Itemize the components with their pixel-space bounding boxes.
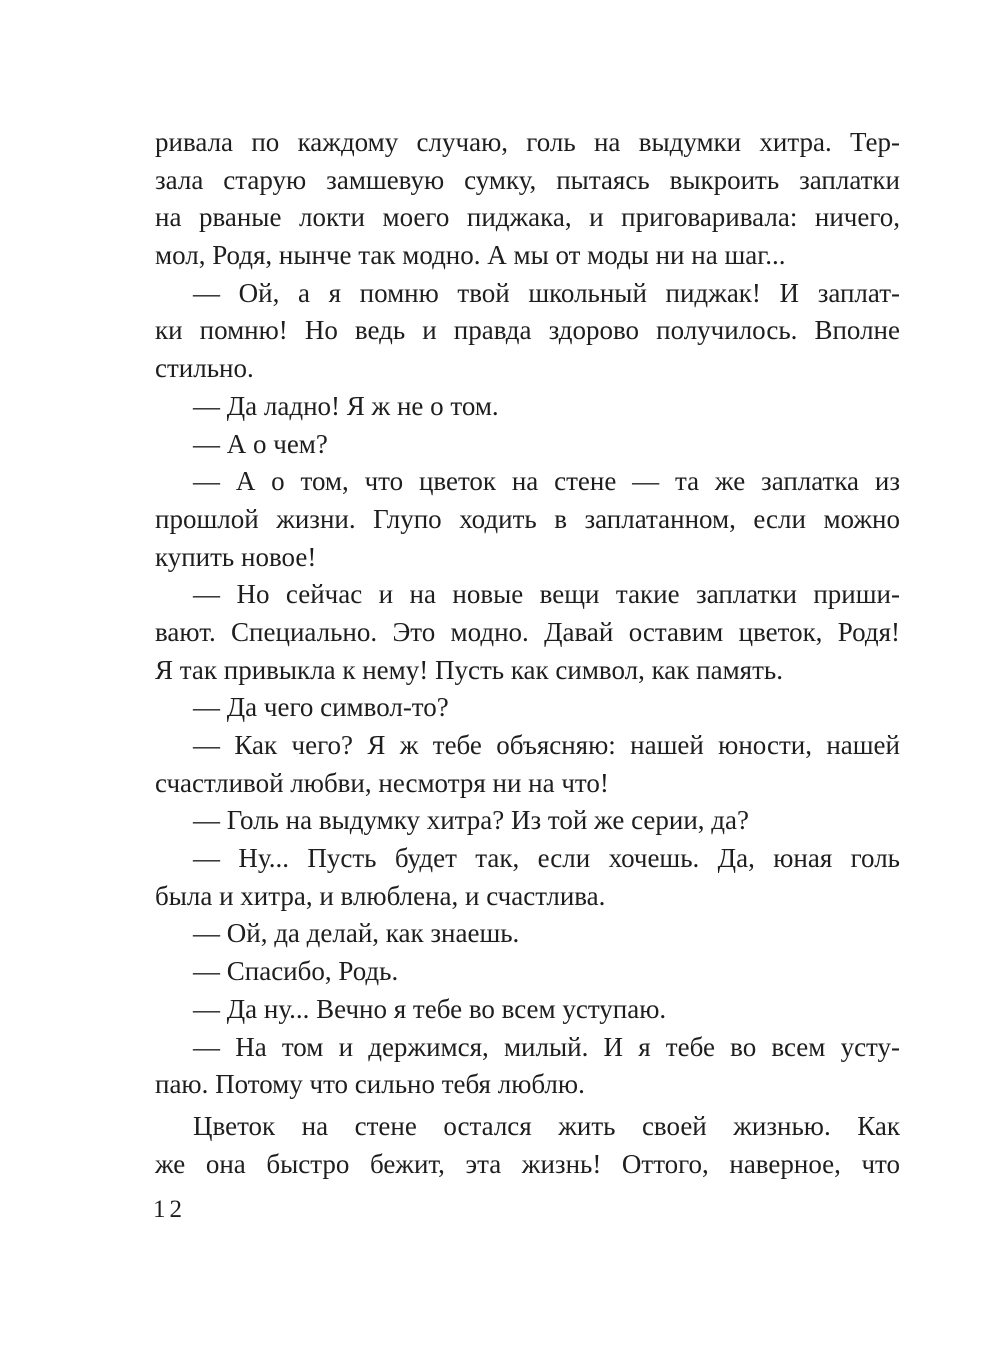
dialogue-line: — Ну... Пусть будет так, если хочешь. Да, юная голь	[193, 843, 900, 874]
dialogue-line: — Ой, да делай, как знаешь.	[193, 918, 520, 949]
text-line: мол, Родя, нынче так модно. А мы от моды ни на шаг...	[155, 240, 786, 271]
dialogue-line: — Как чего? Я ж тебе объясняю: нашей юности, нашей	[193, 730, 900, 760]
text-line: стильно.	[155, 353, 254, 384]
text-line: была и хитра, и влюблена, и счастлива.	[155, 880, 606, 911]
dialogue-line: — Голь на выдумку хитра? Из той же серии, да?	[193, 805, 749, 836]
paragraph-line: Цветок на стене остался жить своей жизнью. Как	[193, 1110, 900, 1141]
text-line: паю. Потому что сильно тебя люблю.	[155, 1069, 585, 1100]
text-line: счастливой любви, несмотря ни на что!	[155, 767, 609, 798]
dialogue-line: — А о том, что цветок на стене — та же заплатка из	[193, 466, 900, 497]
text-line: Я так привыкла к нему! Пусть как символ, как память.	[155, 654, 783, 685]
dialogue-line: — А о чем?	[193, 428, 328, 459]
dialogue-line: — На том и держимся, милый. И я тебе во всем усту-	[193, 1031, 900, 1062]
page-number: 12	[153, 1196, 186, 1223]
dialogue-line: — Ой, а я помню твой школьный пиджак! И заплат-	[193, 277, 900, 308]
text-line: вают. Специально. Это модно. Давай оставим цветок, Родя!	[155, 616, 900, 647]
text-line: зала старую замшевую сумку, пытаясь выкроить заплатки	[155, 164, 900, 195]
dialogue-line: — Да ладно! Я ж не о том.	[193, 390, 499, 421]
dialogue-line: — Спасибо, Родь.	[193, 956, 399, 987]
text-line: ки помню! Но ведь и правда здорово получилось. Вполне	[155, 315, 900, 346]
dialogue-line: — Да ну... Вечно я тебе во всем уступаю.	[193, 993, 667, 1024]
text-line: прошлой жизни. Глупо ходить в заплатанном, если можно	[155, 503, 900, 534]
text-line: на рваные локти моего пиджака, и приговаривала: ничего,	[155, 202, 900, 233]
text-line: же она быстро бежит, эта жизнь! Оттого, наверное, что	[155, 1148, 900, 1179]
text-line: купить новое!	[155, 541, 317, 572]
text-line: ривала по каждому случаю, голь на выдумки хитра. Тер-	[155, 127, 900, 157]
body-text	[155, 124, 900, 1183]
dialogue-line: — Но сейчас и на новые вещи такие заплатки приши-	[193, 579, 900, 610]
dialogue-line: — Да чего символ-то?	[193, 692, 449, 723]
